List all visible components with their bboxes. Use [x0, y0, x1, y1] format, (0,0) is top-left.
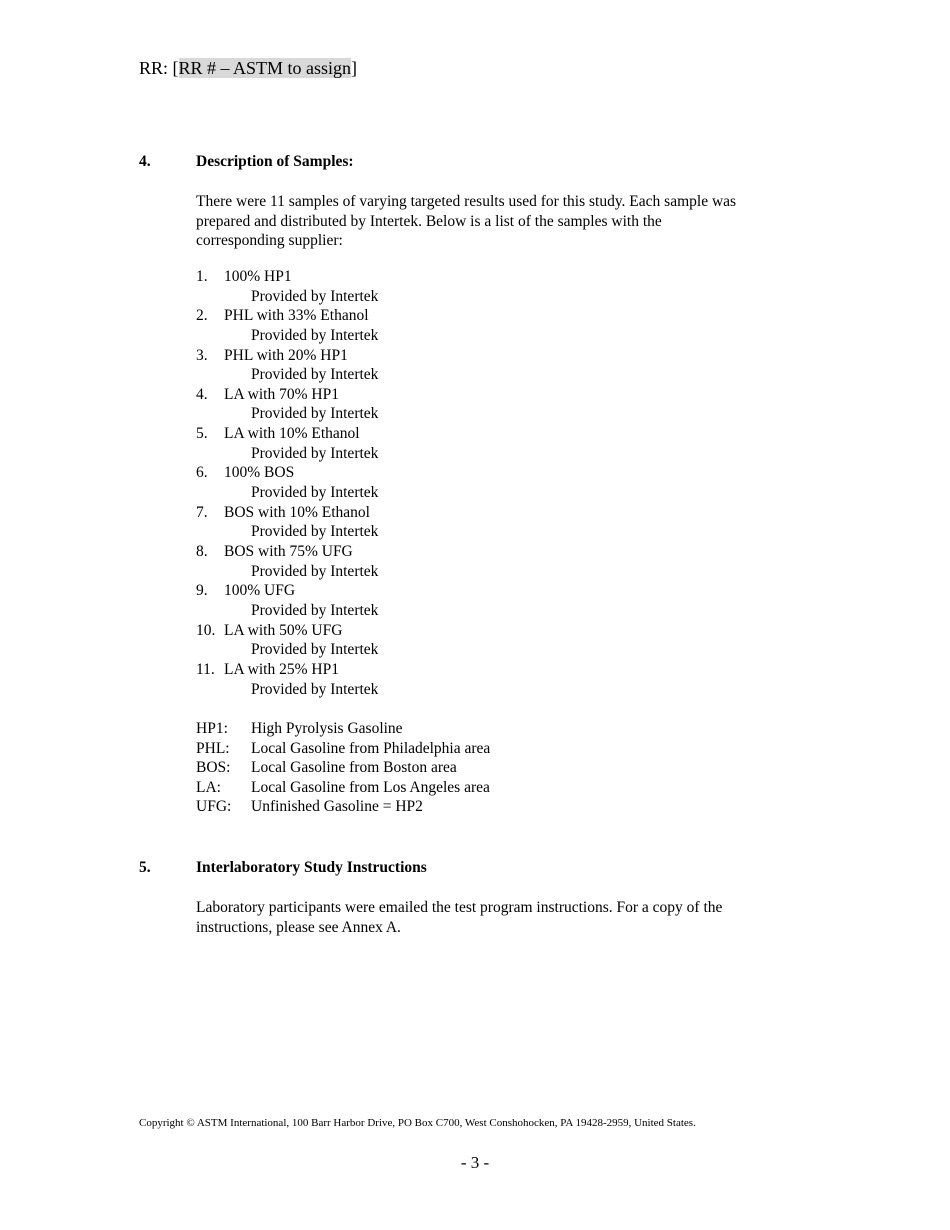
- abbreviation-key: BOS:: [196, 759, 231, 777]
- paragraph-line: Laboratory participants were emailed the test program instructions. For a copy of the: [196, 899, 723, 916]
- section-5-paragraph: [196, 898, 806, 937]
- section-4-paragraph: [196, 192, 806, 251]
- sample-name: BOS with 10% Ethanol: [224, 503, 370, 521]
- page-number: - 3 -: [460, 1153, 490, 1172]
- section-5-number: 5.: [139, 859, 151, 876]
- sample-provider: Provided by Intertek: [251, 680, 379, 698]
- sample-provider: Provided by Intertek: [251, 601, 379, 619]
- sample-provider: Provided by Intertek: [251, 641, 379, 659]
- sample-provider: Provided by Intertek: [251, 287, 379, 305]
- abbreviation-key: HP1:: [196, 720, 228, 737]
- sample-provider: Provided by Intertek: [251, 366, 379, 384]
- copyright-notice: Copyright © ASTM International, 100 Barr Harbor Drive, PO Box C700, West Conshohocken, PA 19428-2959, United States.: [139, 1117, 696, 1129]
- sample-name: PHL with 33% Ethanol: [224, 307, 369, 325]
- abbreviation-key: LA:: [196, 778, 221, 796]
- sample-name: LA with 70% HP1: [224, 385, 339, 403]
- sample-name: LA with 50% UFG: [224, 621, 343, 639]
- sample-number: 3.: [196, 346, 208, 364]
- section-5-title: Interlaboratory Study Instructions: [196, 859, 427, 876]
- sample-provider: Provided by Intertek: [251, 484, 379, 502]
- sample-provider: Provided by Intertek: [251, 326, 379, 344]
- abbreviation-definition: Local Gasoline from Los Angeles area: [251, 778, 490, 796]
- abbreviation-key: PHL:: [196, 739, 230, 757]
- sample-number: 5.: [196, 425, 208, 443]
- sample-name: 100% UFG: [224, 582, 296, 600]
- abbreviation-definition: Local Gasoline from Philadelphia area: [251, 739, 491, 757]
- sample-number: 6.: [196, 464, 208, 482]
- sample-provider: Provided by Intertek: [251, 405, 379, 423]
- paragraph-line: There were 11 samples of varying targeted results used for this study. Each sample was: [196, 193, 737, 210]
- paragraph-line: corresponding supplier:: [196, 232, 343, 250]
- sample-name: 100% HP1: [224, 268, 292, 285]
- sample-number: 1.: [196, 268, 208, 285]
- sample-number: 10.: [196, 621, 216, 639]
- sample-name: PHL with 20% HP1: [224, 346, 348, 364]
- sample-name: BOS with 75% UFG: [224, 543, 353, 561]
- sample-provider: Provided by Intertek: [251, 562, 379, 580]
- sample-number: 7.: [196, 503, 208, 521]
- header-suffix: ]: [351, 58, 358, 78]
- paragraph-line: instructions, please see Annex A.: [196, 918, 401, 936]
- sample-number: 4.: [196, 385, 208, 403]
- paragraph-line: prepared and distributed by Intertek. Below is a list of the samples with the: [196, 212, 662, 230]
- sample-number: 2.: [196, 307, 208, 325]
- report-header: [139, 57, 357, 79]
- abbreviation-definition: Unfinished Gasoline = HP2: [251, 798, 423, 816]
- abbreviation-key: UFG:: [196, 798, 232, 816]
- sample-name: LA with 25% HP1: [224, 660, 339, 678]
- sample-number: 11.: [196, 660, 215, 678]
- sample-provider: Provided by Intertek: [251, 444, 379, 462]
- sample-name: LA with 10% Ethanol: [224, 425, 360, 443]
- section-4-number: 4.: [139, 153, 151, 170]
- abbreviation-definition: High Pyrolysis Gasoline: [251, 720, 403, 737]
- sample-number: 9.: [196, 582, 208, 600]
- sample-provider: Provided by Intertek: [251, 523, 379, 541]
- sample-number: 8.: [196, 543, 208, 561]
- header-prefix: RR: [: [139, 58, 179, 78]
- section-4-title: Description of Samples:: [196, 153, 354, 170]
- sample-name: 100% BOS: [224, 464, 295, 482]
- abbreviation-definition: Local Gasoline from Boston area: [251, 759, 457, 777]
- header-highlight: RR # – ASTM to assign: [178, 58, 352, 78]
